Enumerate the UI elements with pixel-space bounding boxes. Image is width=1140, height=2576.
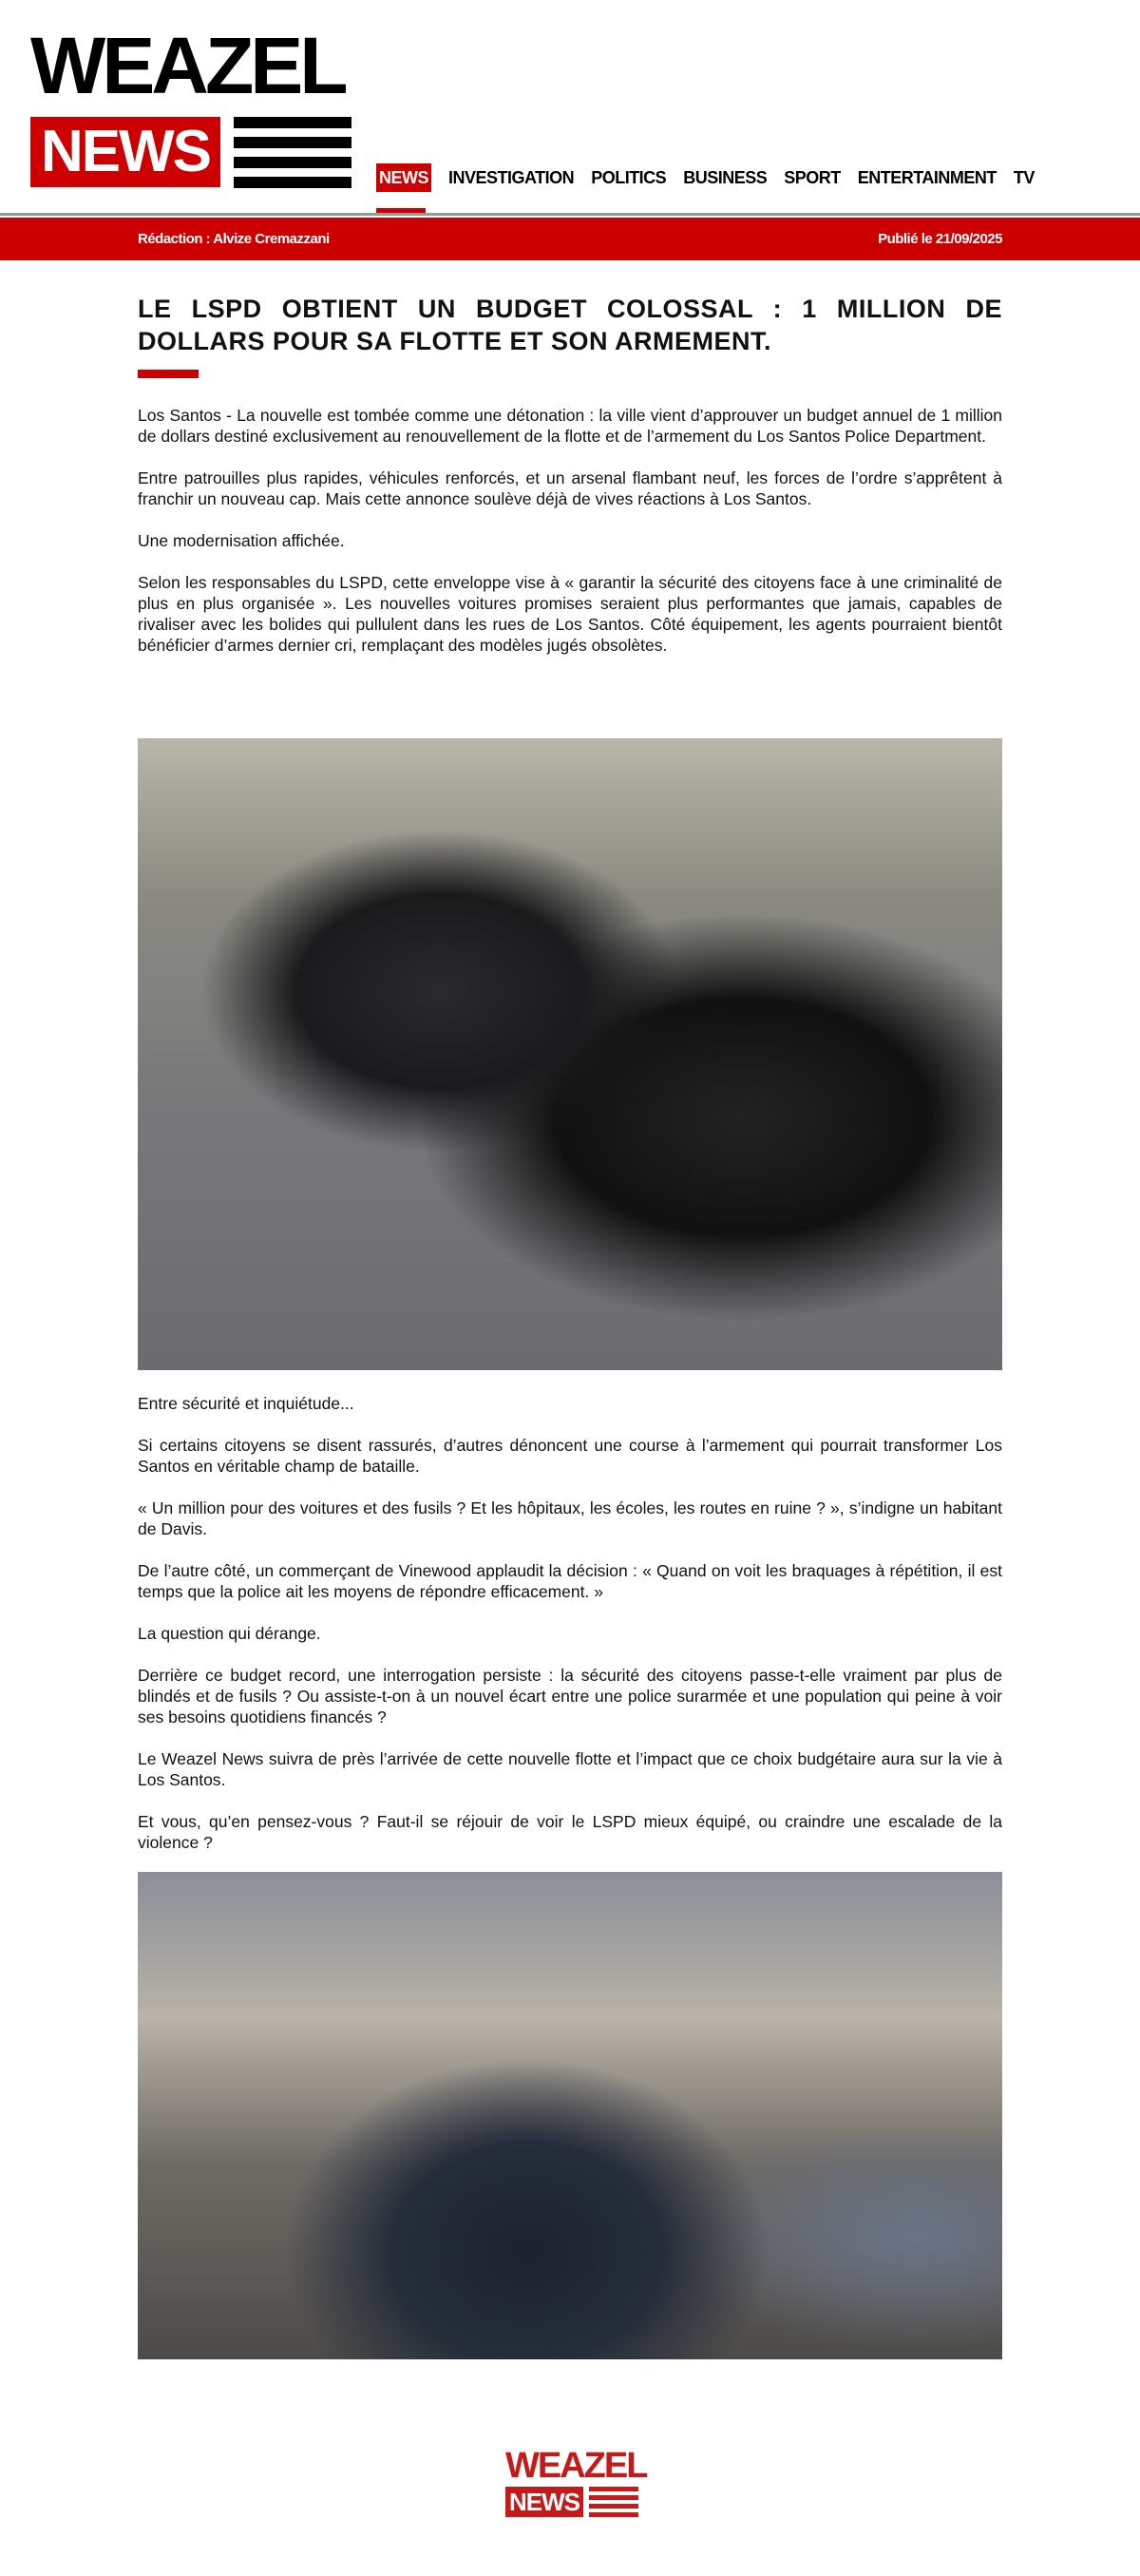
article-body-part2 [138,1393,1002,1874]
logo-news-box: NEWS [30,117,220,187]
paragraph: Derrière ce budget record, une interrogation persiste : la sécurité des citoyens passe-t-elle vraiment par plus de blindés et de fusils ? Ou assiste-t-on à un nouvel écart entre une police surarmée et une population qui peine à voir ses besoins quotidiens financés ? [138,1666,1002,1727]
header-divider [0,213,1140,216]
nav-politics[interactable]: POLITICS [591,168,667,187]
nav-sport[interactable]: SPORT [784,168,841,187]
weazel-news-logo[interactable] [30,21,352,187]
nav-investigation[interactable]: INVESTIGATION [448,168,575,187]
main-nav [376,163,1098,192]
article-body-part1 [138,405,1002,677]
swat-officers-photo [138,738,1002,1370]
paragraph: Entre sécurité et inquiétude... [138,1394,354,1413]
paragraph: Los Santos - La nouvelle est tombée comme une détonation : la ville vient d’approuver un budget annuel de 1 million de dollars destiné exclusivement au renouvellement de la flotte et de l’armement du Los Santos Police Department. [138,406,1002,446]
nav-news[interactable]: NEWS [376,163,431,192]
author: Rédaction : Alvize Cremazzani [138,231,330,247]
paragraph: La question qui dérange. [138,1624,321,1643]
article-meta-bar [0,218,1140,260]
paragraph: Le Weazel News suivra de près l’arrivée de cette nouvelle flotte et l’impact que ce choix budgétaire aura sur la vie à Los Santos. [138,1749,1002,1789]
logo-stripes [234,117,352,197]
paragraph: Entre patrouilles plus rapides, véhicules renforcés, et un arsenal flambant neuf, les forces de l’ordre s’apprêtent à franchir un nouveau cap. Mais cette annonce soulève déjà de vives réactions à Los Santos. [138,468,1002,508]
nav-tv[interactable]: TV [1013,168,1035,187]
article-title: LE LSPD OBTIENT UN BUDGET COLOSSAL : 1 MILLION DE DOLLARS POUR SA FLOTTE ET SON ARMEMENT. [138,295,1002,355]
title-accent-line [138,370,199,378]
paragraph: Selon les responsables du LSPD, cette enveloppe vise à « garantir la sécurité des citoyens face à une criminalité de plus en plus organisée ». Les nouvelles voitures promises seraient plus performantes que jamais, capables de rivaliser avec les bolides qui pullulent dans les rues de Los Santos. Côté équipement, les agents pourraient bientôt bénéficier d’armes dernier cri, remplaçant des modèles jugés obsolètes. [138,573,1002,655]
paragraph: Si certains citoyens se disent rassurés, d’autres dénoncent une course à l’armement qui pourrait transformer Los Santos en véritable champ de bataille. [138,1436,1002,1476]
nav-entertainment[interactable]: ENTERTAINMENT [857,168,997,187]
nav-business[interactable]: BUSINESS [683,168,768,187]
paragraph: Une modernisation affichée. [138,531,345,550]
paragraph: De l’autre côté, un commerçant de Vinewood applaudit la décision : « Quand on voit les braquages à répétition, il est temps que la police ait les moyens de répondre efficacement. » [138,1561,1002,1601]
paragraph: Et vous, qu’en pensez-vous ? Faut-il se réjouir de voir le LSPD mieux équipé, ou craindre une escalade de la violence ? [138,1812,1002,1852]
publish-date: Publié le 21/09/2025 [878,231,1002,247]
footer-logo-stripes [589,2487,638,2521]
logo-weazel-text: WEAZEL [30,21,345,110]
footer-logo-news: NEWS [505,2487,583,2517]
footer-logo[interactable] [505,2446,647,2518]
police-cars-photo [138,1872,1002,2359]
footer-logo-weazel: WEAZEL [505,2446,647,2486]
paragraph: « Un million pour des voitures et des fusils ? Et les hôpitaux, les écoles, les routes en ruine ? », s’indigne un habitant de Davis. [138,1498,1002,1538]
